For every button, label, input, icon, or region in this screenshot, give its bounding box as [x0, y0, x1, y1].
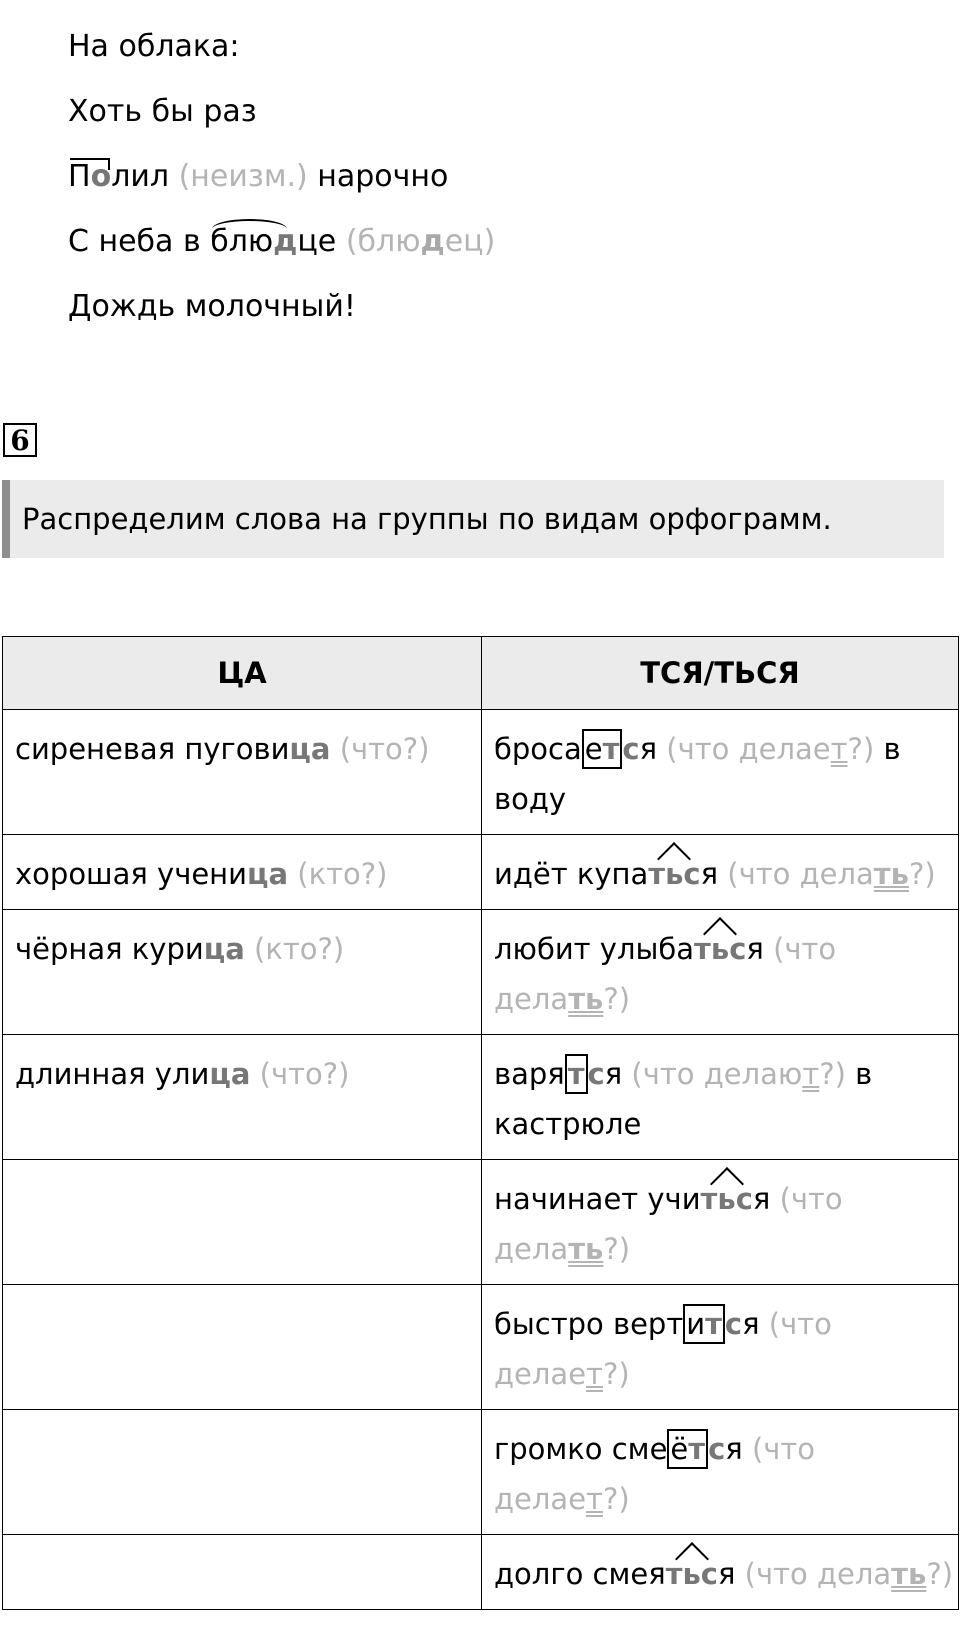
cell-left-empty: [3, 1535, 482, 1610]
orthogram: т: [688, 1432, 706, 1466]
suffix: я: [752, 1182, 771, 1216]
suffix: я: [746, 932, 764, 966]
hint-part: (что дела: [494, 1182, 843, 1266]
hint-text: [631, 1057, 846, 1091]
hint-part: (что делае: [666, 732, 831, 766]
hint-text: [727, 857, 935, 891]
suffix: я: [717, 1557, 736, 1591]
orthogram: с: [724, 1307, 743, 1341]
word: сиреневая пугови: [15, 732, 290, 766]
word: чёрная кури: [15, 932, 204, 966]
orthogram-caret: тьс: [666, 1549, 718, 1599]
hint-text: [745, 1557, 953, 1591]
cell-left-empty: [3, 1285, 482, 1410]
ending-box: [582, 729, 623, 769]
orthogram-caret: тьс: [701, 1174, 753, 1224]
poem-line-1: [68, 22, 495, 87]
root-start: блю: [210, 224, 274, 259]
word-tail: в воду: [494, 732, 901, 816]
word: хорошая учени: [15, 857, 247, 891]
orthogram: ца: [246, 857, 289, 891]
table-row: [3, 1410, 959, 1535]
cell-left-empty: [3, 1410, 482, 1535]
hint-orthogram: д: [420, 224, 445, 259]
cell-right: [482, 1160, 959, 1285]
hint-part: (что делае: [494, 1307, 832, 1391]
cell-left: [3, 1035, 482, 1160]
table-row: [3, 910, 959, 1035]
suffix: я: [725, 1432, 743, 1466]
hint-orthogram: ть: [568, 982, 604, 1016]
poem-line-4: [68, 217, 495, 282]
ending-box: [667, 1429, 708, 1469]
word: длинная ули: [15, 1057, 210, 1091]
root-mark: [210, 217, 297, 267]
table-row: [3, 1285, 959, 1410]
poem-line-3: [68, 152, 495, 217]
hint-part: (блю: [345, 224, 421, 259]
orthogram-caret: тьс: [694, 924, 746, 974]
hint-text: (неизм.): [178, 159, 308, 194]
hint-part: ец): [444, 224, 496, 259]
hint-part: ?): [819, 1057, 846, 1091]
orthogram: ца: [203, 932, 245, 966]
hint-text: (что?): [259, 1057, 350, 1091]
hint-text: (кто?): [297, 857, 388, 891]
cell-right: [482, 1035, 959, 1160]
cell-right: [482, 835, 959, 910]
table-header-row: [3, 637, 959, 710]
hint-orthogram: т: [586, 1482, 603, 1516]
word-stem: начинает учи: [494, 1182, 701, 1216]
word-rest: лил: [111, 159, 170, 194]
word-stem: варя: [494, 1057, 565, 1091]
orthogram: с: [708, 1432, 726, 1466]
orthogram: ца: [289, 732, 331, 766]
hint-part: ?): [603, 1232, 631, 1266]
cell-left: [3, 835, 482, 910]
hint-orthogram: ть: [891, 1557, 927, 1591]
orthogram: ца: [209, 1057, 251, 1091]
column-header-tsya: ТСЯ/ТЬСЯ: [482, 637, 959, 710]
hint-text: (что?): [339, 732, 430, 766]
hint-part: (что делаю: [631, 1057, 803, 1091]
poem-line-2-text: Хоть бы раз: [68, 94, 257, 129]
table-row: [3, 710, 959, 835]
table-row: [3, 835, 959, 910]
ending-box: [683, 1304, 725, 1344]
hint-part: ?): [602, 1482, 630, 1516]
cell-left-empty: [3, 1160, 482, 1285]
cell-left: [3, 910, 482, 1035]
table-row: [3, 1035, 959, 1160]
cell-right: [482, 1285, 959, 1410]
hint-part: (что делае: [494, 1432, 816, 1516]
line-start: С неба в: [68, 224, 211, 259]
poem: [68, 22, 495, 347]
hint-text: (кто?): [254, 932, 345, 966]
orthogram: с: [587, 1057, 605, 1091]
hint-part: ?): [602, 1357, 630, 1391]
hint-part: (что дела: [494, 932, 837, 1016]
cell-left: [3, 710, 482, 835]
poem-line-1-text: На облака:: [68, 29, 240, 64]
word-ending: це: [297, 224, 337, 259]
task-instruction: Распределим слова на группы по видам орфограмм.: [2, 480, 944, 558]
cell-right: [482, 1535, 959, 1610]
ending-letter: ё: [670, 1432, 689, 1466]
table-row: [3, 1535, 959, 1610]
word-tail: в кастрюле: [494, 1057, 873, 1141]
hint-part: ?): [847, 732, 875, 766]
task-number: 6: [3, 423, 37, 457]
hint-orthogram: ть: [873, 857, 909, 891]
word-stem: быстро верт: [494, 1307, 684, 1341]
prefix-letter: П: [68, 159, 91, 194]
hint-orthogram: т: [586, 1357, 603, 1391]
hint-part: ?): [603, 982, 631, 1016]
cell-right: [482, 710, 959, 835]
word-stem: любит улыба: [494, 932, 695, 966]
poem-line-2: [68, 87, 495, 152]
hint-part: ?): [926, 1557, 954, 1591]
suffix: я: [639, 732, 658, 766]
ending-box: [565, 1054, 588, 1094]
suffix: я: [742, 1307, 760, 1341]
orthogram-table: [2, 636, 959, 1610]
suffix: я: [604, 1057, 623, 1091]
hint-part: ?): [908, 857, 936, 891]
hint-part: (что дела: [727, 857, 874, 891]
orthogram: т: [602, 732, 620, 766]
orthogram-letter: о: [90, 159, 112, 194]
orthogram-caret: тьс: [648, 849, 700, 899]
column-header-ca: ЦА: [3, 637, 482, 710]
hint-orthogram: т: [830, 732, 848, 766]
word-stem: громко сме: [494, 1432, 668, 1466]
hint-text: [666, 732, 874, 766]
orthogram: т: [567, 1057, 585, 1091]
hint-text: [346, 224, 495, 259]
poem-line-5: [68, 282, 495, 347]
hint-orthogram: т: [802, 1057, 820, 1091]
orthogram: с: [622, 732, 640, 766]
word-stem: идёт купа: [494, 857, 649, 891]
cell-right: [482, 1410, 959, 1535]
root-arc-icon: [212, 219, 287, 239]
word-stem: броса: [494, 732, 582, 766]
orthogram: т: [705, 1307, 722, 1341]
hint-orthogram: ть: [568, 1232, 604, 1266]
word-stem: долго смея: [494, 1557, 666, 1591]
poem-line-5-text: Дождь молочный!: [68, 289, 356, 324]
suffix: я: [700, 857, 719, 891]
word-tail: нарочно: [317, 159, 449, 194]
ending-letter: е: [584, 732, 603, 766]
orthogram-letter: д: [273, 224, 298, 259]
cell-right: [482, 910, 959, 1035]
hint-part: (что дела: [744, 1557, 892, 1591]
prefix-mark: [68, 152, 111, 202]
table-row: [3, 1160, 959, 1285]
ending-letter: и: [686, 1307, 706, 1341]
